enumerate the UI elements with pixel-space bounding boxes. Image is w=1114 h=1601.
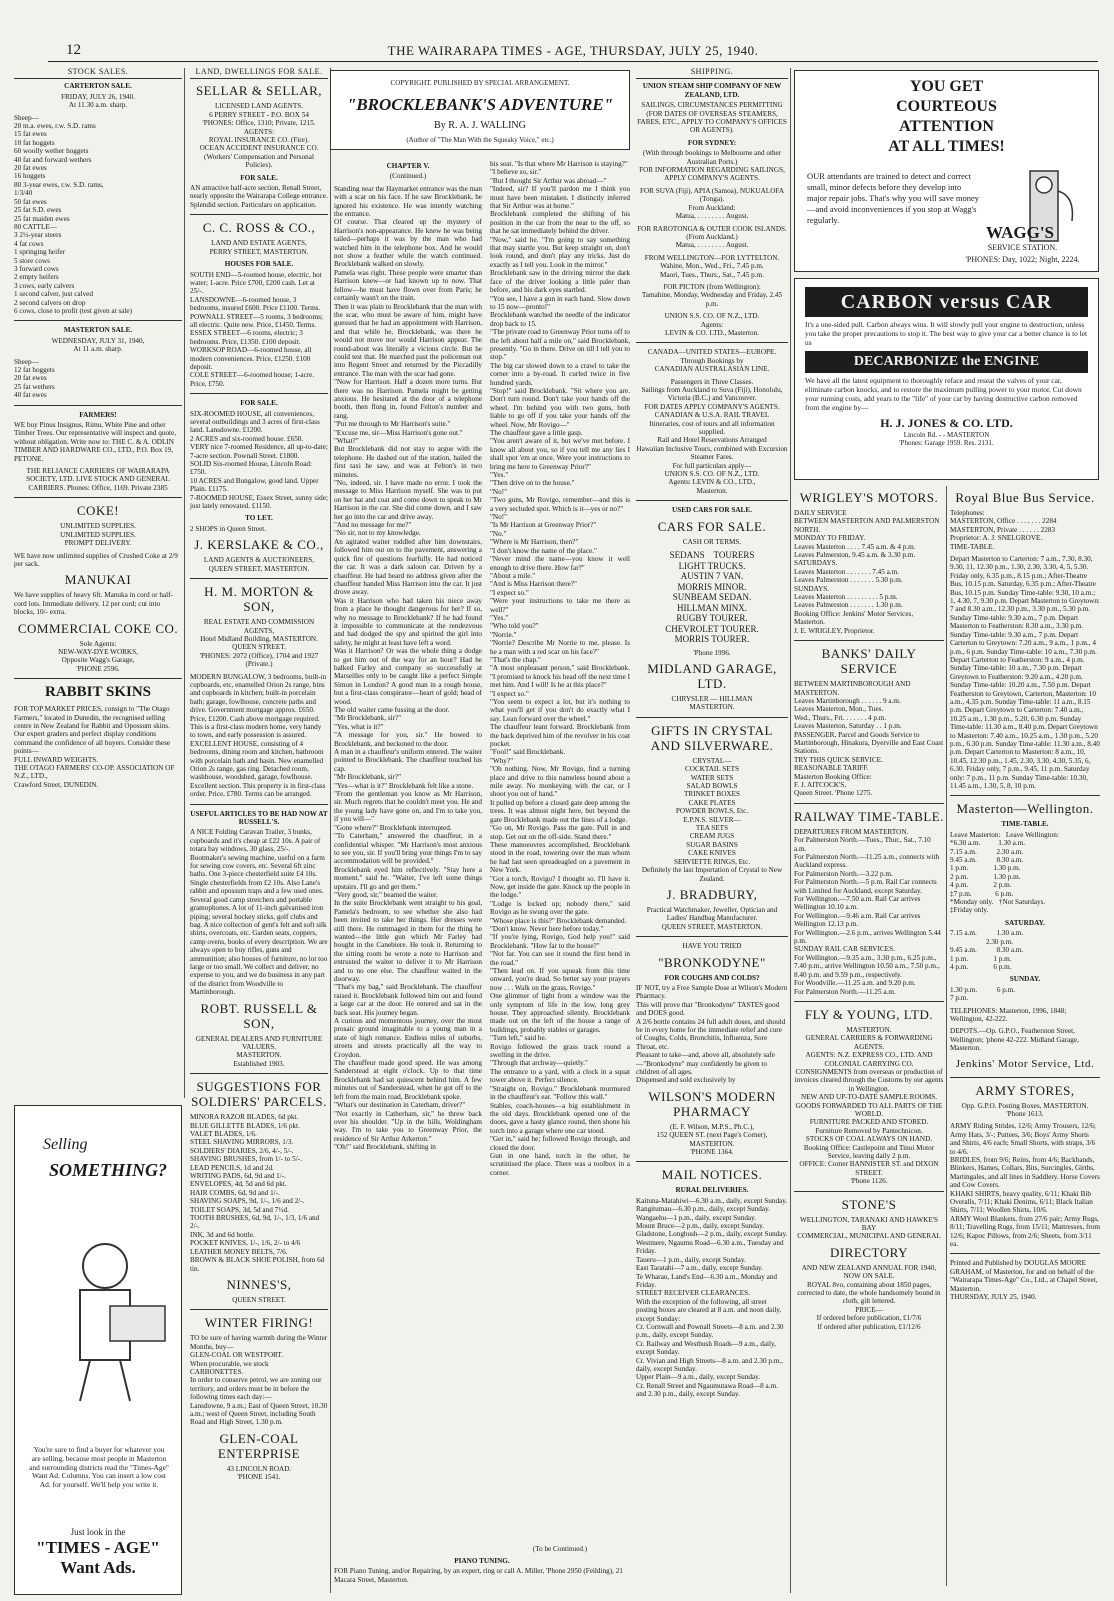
picton-text: FOR PICTON (from Wellington): Tamahine, Monday, Wednesday and Friday, 2.45 p.m. [641,282,783,308]
carterton-entries: Sheep— 20 m.a. ewes, r.w. S.D. rams 15 fat ewes 10 fat hoggets 60 woolly wether hoggets 40 fat and forward wethers 20 fat ewes 16 hoggets 80 3-year ewes, r.w. S.D. rams, 1/3/40 50 fat ewes 25 fat S.D. ewes 25 fat maiden ewes 80 CATTLE— 3 2½-year steers 4 fat cows 1 springing heifer 5 store cows 3 forward cows 2 empty heifers 3 cows, early calvers 1 second calver, just calved 2 second calvers on drop 6 cows, close to profit (test given at sale) [14,113,132,315]
wilson-heading: WILSON'S MODERN PHARMACY [648,1088,776,1119]
rarotonga-text: FOR RAROTONGA & OUTER COOK ISLANDS. (From Auckland.) Matua, . . . . . . . . August. [637,224,787,250]
houses-text: SOUTH END—5-roomed house, electric, hot water; 1-acre. Price £700, £200 cash. Let at 25/-. LANSDOWNE—6-roomed house, 3 bedrooms, insured £600. Price £1100. Terms. POWNALL STREET—5 rooms, 3 bedrooms; all electric. Quite new. Price, £1450. Terms. ESSEX STREET—6 rooms, electric; 3 bedrooms. Price, £1350. £100 deposit. WORKSOP ROAD—6-roomed house, all modern conveniences. Price, £1250. £100 deposit. COLE STREET—6-roomed house; 1-acre. Price, £750. [190,270,323,388]
cars-list: SEDANS TOURERS LIGHT TRUCKS. AUSTIN 7 VAN. MORRIS MINOR. SUNBEAM SEDAN. HILLMAN MINX. RUGBY TOURER. CHEVROLET TOURER. MORRIS TOURER. [665,550,759,645]
waggs-name: WAGG'S [985,223,1055,242]
forsale2-heading: FOR SALE. [240,399,278,408]
sydney-heading: FOR SYDNEY: [687,138,737,147]
army-items: ARMY Riding Strides, 12/6; Army Trousers, 12/6; Army Hats, 3/-; Puttees, 3/6; Boys' Army Shorts and Shirts, 4/6 each; Small Shorts, with straps, 3/6 to 4/6. BRIDLES, from 9/6; Reins, from 4/6; Backbands, Blinkers, Hames, Collars, Bits, Surcingles, Girths, Martingales, and all lines in Saddlery. Horse Covers and Cow Covers. KHAKI SHIRTS, heavy quality, 6/11; Khaki Bib Overalls, 7/11; Khaki Denims, 6/11; Black Italian Shirts, 7/11; Woollen Shirts, 10/6. ARMY Wool Blankets, from 27/6 pair; Army Rugs, 8/11; Travelling Rugs, from 15/11; Mattresses, from 12/6; Kapoc Pillows, from 2/6; Sheets, from 3/11 ea. [950,1122,1100,1249]
coke-text: WE have now unlimited supplies of Crushed Coke at 2/9 per sack. [14,551,178,568]
reliance-carriers-ad: THE RELIANCE CARRIERS OF WAIRARAPA SOCIETY, LTD. LIVE STOCK AND GENERAL CARRIERS. Phones: Office, 1169. Private 2385 [26,467,170,492]
serial-story-header [330,70,630,150]
rabbit-skins-heading: RABBIT SKINS [44,684,152,701]
railway-text: DEPARTURES FROM MASTERTON. For Palmerston North.—Tues., Thur., Sat., 7.10 a.m. For Palmerston North.—11.25 a.m., connects with Auckland express. For Palmerston North.—3.22 p.m. For Palmerston North.—5 p.m. Rail Car connects with Limited for Auckland, except Saturday. For Wellington.—7.50 a.m. Rail Car arrives Wellington 10.10 a.m. For Wellington.—9.46 a.m. Rail Car arrives Wellington 12.13 p.m. For Wellington.—2.6 p.m., arrives Wellington 5.44 p.m. SUNDAY RAIL CAR SERVICES. For Wellington.—9.35 a.m., 3.30 p.m., 6.25 p.m., 7.40 p.m., arrive Wellington 10.50 a.m., 7.50 p.m., 8.40 p.m. and 9.59 p.m., respectively. For Woodville.—11.25 a.m. and 9.20 p.m. For Palmerston North.—11.25 a.m. [794,827,941,996]
sellar-heading: SELLAR & SELLAR, [195,83,323,99]
royal-blue-text: Telephones: MASTERTON, Office . . . . . . . 2284 MASTERTON, Private . . . . . . 2283 Proprietor: A. J. SNELGROVE. TIME-TABLE. [950,509,1057,551]
coke-supplies: UNLIMITED SUPPLIES. UNLIMITED SUPPLIES. PROMPT DELIVERY. [60,522,136,548]
coke-heading: COKE! [76,503,120,519]
waggs-headline: YOU GET COURTEOUS ATTENTION AT ALL TIMES! [888,78,1005,155]
selling-text: You're sure to find a buyer for whatever you are selling, because most people in Masterton and surrounding districts read the "Times-Age" Want Ad. Columns. You can insert a low cost Ad. for yourself. We'll help you write it. [29,1445,169,1490]
piano-heading: PIANO TUNING. [454,1557,510,1565]
carterton-sale-heading: CARTERTON SALE. [64,82,132,91]
mail-heading: MAIL NOTICES. [661,1167,763,1183]
masterton-sale-heading: MASTERTON SALE. [63,326,133,335]
kerslake-text: LAND AGENTS & AUCTIONEERS, QUEEN STREET, MASTERTON. [203,556,315,573]
want-ads-label: Want Ads. [60,1558,136,1577]
sellar-forsale: FOR SALE. [240,173,278,182]
stones-heading: STONE'S [841,1196,897,1212]
suva-text: FOR SUVA (Fiji), APIA (Samoa), NUKUALOFA (Tonga). From Auckland: Matua, . . . . . . . . August. [639,186,785,221]
bradbury-text: Practical Watchmaker, Jeweller, Optician and Ladies' Handbag Manufacturer. QUEEN STREET, MASTERTON. [646,905,778,931]
winter-text: TO be sure of having warmth during the Winter Months, buy— GLEN-COAL OR WESTPORT. When procurable, we stock CARBONETTES. In order to conserve petrol, we are zoning our territory, and orders must be in before the following times each day:— Lansdowne, 9 a.m.; East of Queen Street, 10.30 a.m.; west of Queen Street, including South Road and High Street, 1.30 p.m. [190,1334,328,1427]
houses-heading: HOUSES FOR SALE. [224,260,294,269]
cars-heading: CARS FOR SALE. [657,518,767,534]
directory-text: AND NEW ZEALAND ANNUAL FOR 1940, NOW ON SALE. ROYAL 8vo, containing about 1850 pages, corrected to date, the whole handsomely bound in cloth, gilt lettered. PRICE— If ordered before publication, £1/7/6 If ordered after publication, £1/12/6 [797,1263,941,1331]
morton-text: REAL ESTATE AND COMMISSION AGENTS, Hotel Midland Building, MASTERTON. QUEEN STREET. 'PHONES: 2072 (Office), 1704 and 1927 (Private.) [199,618,319,669]
stones-text: WELLINGTON, TARANAKI AND HAWKE'S BAY COMMERCIAL, MUNICIPAL AND GENERAL [797,1215,941,1241]
cars-sub: CASH OR TERMS. [682,537,742,546]
copyright-line: COPYRIGHT. PUBLISHED BY SPECIAL ARRANGEMENT. [390,79,570,87]
army-stores-text: Opp. G.P.O. Posting Boxes, MASTERTON. 'Phone 1613. [961,1101,1089,1118]
sellar-ad: AN attractive half-acre section, Renall Street, nearly opposite the Wairarapa College entrance. Splendid section. Particulars on application. [190,184,328,209]
carterton-sale-date: FRIDAY, JULY 26, 1940. At 11.30 a.m. sharp. [60,92,136,110]
commercial-coke-text: Sole Agents: NEW-WAY-DYE WORKS, Opposite Wagg's Garage, 'PHONE 2596. [58,639,138,673]
printer-imprint: Printed and Published by DOUGLAS MOORE GRAHAM, of Masterton, for and on behalf of the "Wairarapa Times-Age" Co., Ltd., at Chapel Street, Masterton. THURSDAY, JULY 25, 1940. [950,1259,1098,1302]
canada-text: Passengers in Three Classes. Sailings from Auckland to Suva (Fiji), Honolulu, Victoria (B.C.) and Vancouver. FOR DATES APPLY COMPANY'S AGENTS. CANADIAN & U.S.A. RAIL TRAVEL Itineraries, cost of tours and all information supplied. Rail and Hotel Reservations Arranged Hawaiian Inclusive Tours, combined with Excursion Steamer Fares. For full particulars apply— UNION S.S. CO. OF N.Z., LTD. Agents: LEVIN & CO., LTD., Masterton. [636,377,788,495]
union-heading: UNION STEAM SHIP COMPANY OF NEW ZEALAND, LTD. [642,82,782,99]
wilson-text: (E. F. Wilson, M.P.S., Ph.C.), 152 QUEEN ST. (next Page's Corner), MASTERTON. 'PHONE 1364. [656,1122,768,1157]
continued-label: (Continued.) [389,172,427,181]
railway-heading: RAILWAY TIME-TABLE. [794,808,944,824]
decarbonize-banner: DECARBONIZE the ENGINE [805,351,1088,373]
royal-blue-heading: Royal Blue Bus Service. [955,490,1095,505]
want-ads-cta [15,1526,181,1578]
stock-sales-column [14,68,182,1098]
carbon-text: It's a one-sided pull. Carbon always wins. It will slowly pull your engine to destruction, unless you take the proper precautions to stop it. The best way to give your car a better chance is to let us [805,320,1088,347]
glencoal-text: 43 LINCOLN ROAD. 'PHONE 1541. [226,1464,292,1482]
cta-line: Just look in the [70,1527,126,1537]
mw-timetable-label: TIME-TABLE. [1001,820,1049,829]
tolet-heading: TO LET. [245,514,273,523]
gifts-heading: GIFTS IN CRYSTAL AND SILVERWARE. [650,722,774,753]
canada-heading: CANADA—UNITED STATES—EUROPE. Through Bookings by CANADIAN AUSTRALASIAN LINE. [647,348,777,374]
banks-heading: BANKS' DAILY SERVICE [821,646,917,677]
story-title: "BROCKLEBANK'S ADVENTURE" [346,95,614,114]
land-dwellings-column [190,68,328,1593]
useful-heading: USEFUL ARTICLES TO BE HAD NOW AT RUSSELL'S. [190,809,328,827]
morton-heading: H. M. MORTON & SON, [204,584,314,615]
farmers-text: WE buy Pinus Insignus, Rimu, White Pine and other Timber Trees. Our representative will inspect and quote, without obligation. Write now to: THE C. & A. ODLIN TIMBER AND HARDWARE CO., LTD., P.O. Box 19, PETONE. [14,421,177,463]
midland-heading: MIDLAND GARAGE, LTD. [647,661,777,691]
royal-blue-times: Depart Masterton to Carterton: 7 a.m., 7.30, 8.30, 9.30, 11, 12.30 p.m., 1.30, 2.30, 3.30, 4, 5, 5.30. Friday only, 6.35 p.m., 8.15 p.m.; After-Theatre Bus, 10.15 p.m. Saturday, 6.35 p.m.; After-Theatre Bus, 10.15 p.m. Sunday Time-table: 9.30, 10 a.m.; 1, 4.30, 7, 9.30 p.m. Depart Masterton to Greytown: 7 and 8.30 a.m., 12.30 p.m., 3.30 p.m., 5.30 p.m. Sunday Time-table: 9.30 a.m., 7 p.m. Depart Masterton to Featherston: 8.30 a.m., 3.30 p.m. Sunday Time-table: 9.30 a.m., 7 p.m. Depart Carterton to Greytown: 7.20 a.m., 9 a.m., 1 p.m., 4 p.m., 6 p.m. Sunday Time-table: 10 a.m., 7.30 p.m. Depart Carterton to Featherston: 9 a.m., 4 p.m. Sunday Time-table: 10 a.m., 7.30 p.m. Depart Greytown to Featherston: 9.20 a.m., 4.20 p.m. Sunday Time-table: 10.20 a.m., 7.50 p.m. Depart Featherston to Greytown, Carterton, Masterton: 10 a.m., 4.35 p.m. Sunday Time-table: 11 a.m., 8.15 p.m. Depart Greytown to Carterton: 7.40 a.m., 10.25 a.m., 1.30 p.m., 5.20, 6.30 p.m. Sunday Time-table: 11.30 a.m., 8.40 p.m. Depart Greytown to Masterton: 7.40 a.m., 10.25 a.m., 1.30 p.m., 5.20 p.m., 6.30 p.m. Sunday Time-table: 11.30 a.m., 8.40 p.m. Depart Carterton to Masterton: 8 a.m., 10, 10.45, 12.30 p.m., 1.45, 2.30, 3.30, 4.30, 5.35, 6, 6.30. Friday only, 7 p.m., 9.45, 11 p.m. Saturday only: 7 p.m., 11 p.m. Sunday Time-table: 10.30, 11.45 a.m., 1.30, 5, 8, 10 p.m. [950,555,1100,790]
bronkodyne-heading: "BRONKODYNE" [658,954,766,970]
shipping-header: SHIPPING. [636,68,788,79]
depots-text: DEPOTS.—Op. G.P.O., Featherston Street, Wellington; 'phone 42-222. Midland Garage, Masterton. [950,1027,1079,1053]
commercial-coke-heading: COMMERCIAL COKE CO. [17,620,179,636]
masterton-sale-date: WEDNESDAY, JULY 31, 1940, At 11 a.m. sharp. [51,336,145,354]
story-byline: By R. A. J. WALLING [434,120,526,131]
manukai-text: We have supplies of heavy 6ft. Manuka in cord or half-cord lots. Immediate delivery. 12 per cord; cut into blocks, 10/- extra. [14,591,173,617]
story-column-a [334,160,482,1580]
story-text-b: his seat. "Is that where Mr Harrison is staying?" "I believe so, sir." "But I thought Sir Arthur was abroad—" "Indeed, sir? If you'll pardon me I think you must have been mistaken. I distinctly inferred that Sir Arthur was at home." Brocklebank completed the shifting of his position in the car from the near to the off, so that he sat immediately behind the driver. "Now," said he. "I'm going to say something that may startle you. But keep straight on, don't look round, and don't play any tricks. Just do exactly as I tell you. Look in the mirror." Brocklebank saw in the driving mirror the dark face of the driver looking a little paler than before, and his dark eyes startled. "You see, I have a gun in each hand. Slow down to 15 now—pronto!" Brocklebank watched the needle of the indicator drop back to 15. "The private road to Greenway Prior turns off to the left about half a mile on," said Brocklebank, presently. "Go in there. Drive on till I tell you to stop." The big car slowed down to a crawl to take the corner into a by-road. It curled twice in five hundred yards. "Stop!" said Brocklebank. "Sit where you are. Don't turn round. Don't take your hands off the wheel. I'm behind you with two guns, both liable to go off if you take your hands off the wheel. Now, Mr Rovigo—" The chauffeur gave a little gasp. "You aren't aware of it, but we've met before. I know all about you, so if you tell me any lies I shall spot 'em at once. Were your instructions to bring me here to Greenway Prior?" "Yes." "Then drive on to the house." "No!" "Two guns, Mr Rovigo, remember—and this is a very secluded spot. Which is it—yes or no?" "No!" "Is Mr Harrison at Greenway Prior?" "No." "Where is Mr Harrison, then?" "I don't know the name of the place." "Never mind the name—you know it well enough to drive there. How far?" "About a mile." "And is Miss Harrison there?" "I expect so." "Were your instructions to take me there as well?" "Yes." "Who told you?" "Norrie." "Norrie? Describe Mr Norrie to me, please. Is he a man with a red scar on his face?" "That's the chap." "A most unpleasant person," said Brocklebank. "I promised to knock his head off the next time I met him. And I will! Is he at this place?" "I expect so." "You seem to expect a lot, but it's nothing to what you'll get if you don't do exactly what I say. Lean forward over the wheel." The chauffeur leant forward. Brocklebank from the back deprived him of the revolver in his coat pocket. "Fool!" said Brocklebank. "Why?" "Oh nothing. Now, Mr Rovigo, find a turning place and drive to this nameless hound about a mile away. No monkeying with the car, or I shoot you out of hand." It pulled up before a closed gate deep among the trees. It was almost night here, but beyond the gate Brocklebank made out the lines of a lodge. "Go on, Mr Rovigo. Pass the gate. Pull in and stop. Get out on the off-side. Stand there." These manoeuvres accomplished, Brocklebank stood in the road, towering over the man whom he had last seen spreadeagled on a pavement in New York. "Got a torch, Rovigo? I thought so. I'll have it. Now, get inside the gate. Knock up the people in the lodge." "Lodge is locked up; nobody there," said Rovigo as he swung over the gate. "Whose place is this?" Brocklebank demanded. "Don't know. Never here before today." "If you're lying, Rovigo, God help you!" said Brocklebank. "How far to the house?" "Not far. You can see it round the first bend in the road." "Then lead on. If you squeak from this time onward, you're dead. So better say your prayers now . . . Walk on the grass, Rovigo." One glimmer of light from a window was the only symptom of life in the low, long grey house. They approached silently. Brocklebank made out on the left of the house a range of buildings, probably stables or garages. "Turn left," said he. Rovigo followed the grass track round a swelling in the drive. "Through that archway—quietly." The entrance to a yard, with a clock in a squat tower above it. Perfect silence. "Straight on, Rovigo." Brocklebank murmured in the chauffeur's ear. "Follow this wall." Stables, coach-houses—a big establishment in the old days. Brocklebank opened one of the doors, gave a hasty glance round, then shone his torch into a garage where one car stood. "Get in," said he; followed Rovigo through, and closed the door. Gun in one hand, torch in the other, he scrutinised the place. There was a toolbox in a corner. [490,160,630,1177]
page-number: 12 [66,42,81,58]
russell-heading: ROBT. RUSSELL & SON, [200,1000,318,1031]
piano-tuning-ad [334,1555,630,1584]
kerslake-heading: J. KERSLAKE & CO., [194,537,324,553]
times-age-name: "TIMES - AGE" [36,1538,160,1557]
bronko-text: IF NOT, try a Free Sample Dose at Wilson's Modern Pharmacy. This will prove that "Bronkodyne" TASTES good and DOES good. A 2/6 bottle contains 24 full adult doses, and should be in every home for the immediate relief and cure of Coughs, Colds, Bronchitis, Influenza, Sore Throat, etc. Pleasant to take—and, above all, absolutely safe—"Bronkodyne" may confidently be given to children of all ages. Dispensed and sold exclusively by [636,983,788,1085]
suggestions-heading: SUGGESTIONS FOR SOLDIERS' PARCELS. [191,1079,327,1110]
waggs-ad [794,70,1099,272]
chapter-heading: CHAPTER V. [386,162,430,170]
banks-text: BETWEEN MARTINBOROUGH AND MASTERTON. Leaves Martinborough . . . . . . 9 a.m. Leaves Masterton, Mon., Tues. Wed., Thurs., Fri. . . . . . . 4 p.m. Leaves Masterton, Saturday . . 1 p.m. PASSENGER, Parcel and Goods Service to Martinborough, Hinakura, Dyerville and East Coast Stations. TRY THIS QUICK SERVICE. REASONABLE TARIFF. Masterton Booking Office: F. J. AITCOCK'S, Queen Street. 'Phone 1275. [794,680,944,798]
shipping-column [636,68,788,1593]
bus-column [950,486,1100,1586]
glencoal-heading: GLEN-COAL ENTERPRISE [217,1430,301,1461]
wrigley-heading: WRIGLEY'S MOTORS. [799,490,939,505]
farmers-heading: FARMERS! [79,410,117,419]
newsboy-illustration [25,1226,175,1406]
to-be-continued: (To be Continued.) [532,1545,588,1553]
piano-text: FOR Piano Tuning, and/or Repairing, by an expert, ring or call A. Miller, 'Phone 2950 (Feilding), 21 Macara Street, Masterton. [334,1567,623,1584]
mw-text: Leave Masterton: Leave Wellington: *6.30 a.m. 1.30 a.m. 7.15 a.m. 2.30 a.m. 9.45 a.m. 8.30 a.m. 1 p.m. 1.30 p.m. 2 p.m. 1.30 p.m. 4 p.m. 2 p.m. ‡7 p.m. 6 p.m. *Monday only. †Not Saturdays. ‡Friday only. [950,830,1059,915]
ross-heading: C. C. ROSS & CO., [202,220,316,236]
forsale2-text: SIX-ROOMED HOUSE, all conveniences, several outbuildings and 3 acres of first-class land. Lansdowne. £1200. 2 ACRES and six-roomed house. £650. VERY nice 7-roomed Residence, all up-to-date; 7-acre section. Pownall Street. £1800. SOLID Six-roomed House, Lincoln Road: £750. 10 ACRES and Bungalow, good land. Upper Plain. £1175. 7-ROOMED HOUSE, Essex Street, sunny side; just lately renovated. £1150. [190,409,328,511]
sellar-text: LICENSED LAND AGENTS. 6 PERRY STREET - P.O. BOX 54 'PHONES: Office, 1310; Private, 1215. AGENTS: ROYAL INSURANCE CO. (Fire). OCEAN ACCIDENT INSURANCE CO. (Workers' Compensation and Personal Policies). [199,102,319,170]
sunday-label: SUNDAY. [1009,975,1041,984]
mail-text: Kaituna-Matahiwi—6.30 a.m., daily, except Sunday. Rangitumau—6.30 p.m., daily, except Sunday. Wangaehu—1 p.m., daily, except Sunday. Mount Bruce—2 p.m., daily, except Sunday. Gladstone, Longbush—2 p.m., daily, except Sunday. Westmere, Ngaumu Road—6.30 a.m., Tuesday and Friday. Taueru—1 p.m., daily, except Sunday. East Taratahi—7 a.m., daily, except Sunday. Te Wharau, Land's End—6.30 a.m., Monday and Friday. STREET RECEIVER CLEARANCES. With the exception of the following, all street posting boxes are cleared at 8 a.m. and noon daily, except Sunday: Cr. Cornwall and Pownall Streets—8 a.m. and 2.30 p.m., daily, except Sunday. Cr. Railway and Westbush Roads—9 a.m., daily, except Sunday. Cr. Vivian and High Streets—8 a.m. and 2.30 p.m., daily, except Sunday. Upper Plain—9 a.m., daily, except Sunday. Cr. Renall Street and Ngaumutawa Road—8 a.m. and 2.30 p.m., daily, except Sunday. [636,1196,788,1399]
jones-name: H. J. JONES & CO. LTD. [880,415,1013,430]
union-text: SAILINGS, CIRCUMSTANCES PERMITTING (FOR DATES OF OVERSEAS STEAMERS, FARES, ETC., APPLY TO COMPANY'S OFFICES OR AGENTS). [637,101,787,135]
jenkins-heading: Jenkins' Motor Service, Ltd. [955,1057,1095,1070]
carbon-versus-car-ad [794,278,1099,480]
russell-text: GENERAL DEALERS AND FURNITURE VALUERS. MASTERTON. Established 1903. [195,1034,323,1068]
ninnes-text: QUEEN STREET. [232,1295,286,1304]
bronko-question: HAVE YOU TRIED [682,942,742,951]
ninnes-heading: NINNES'S, [226,1276,292,1292]
army-stores-heading: ARMY STORES, [975,1082,1075,1098]
selling-something-ad [14,1105,182,1595]
lyttelton-text: FROM WELLINGTON—FOR LYTTELTON. Wahine, Mon., Wed., Fri., 7.45 p.m. Maori, Tues., Thurs., Sat., 7.45 p.m. [644,253,780,279]
saturday-label: SATURDAY. [1005,918,1045,927]
masterton-entries: Sheep— 12 fat hoggets 20 fat ewes 25 fat wethers 40 fat ewes [14,357,55,400]
waggs-service: SERVICE STATION. [987,243,1058,252]
suggestions-text: MINORA RAZOR BLADES, 6d pkt. BLUE GILLETTE BLADES, 1/6 pkt. VALET BLADES, 1/6. STEEL SHAVING MIRRORS, 1/3. SOLDIERS' DIARIES, 2/6, 4/-, 5/-. SHAVING BRUSHES, from 1/- to 5/-. LEAD PENCILS, 1d and 2d. WRITING PADS, 6d, 9d and 1/-. ENVELOPES, 4d, 5d and 6d pkt. HAIR COMBS, 6d, 9d and 1/-. SHAVING SOAPS, 9d, 1/-, 1/6 and 2/-. TOILET SOAPS, 3d, 5d and 7½d. TOOTH BRUSHES, 6d, 9d, 1/-, 1/3, 1/6 and 2/-. INK, 3d and 6d bottle. POCKET KNIVES, 1/-, 1/6, 2/- to 4/6 LEATHER MONEY BELTS, 7/6. BROWN & BLACK SHOE POLISH, from 6d tin. [190,1113,325,1273]
carbon-text-2: We have all the latest equipment to thoroughly reface and reseat the valves of your car, eliminate carbon knocks, and to restore the maximum pulling power to your motor. Cut down your running costs, add years to the "life" of your car by having destructive carbon removed from the engine by— [805,376,1082,412]
sydney-text: (With through bookings to Melbourne and other Australian Ports.) FOR INFORMATION REGARDING SAILINGS, APPLY COMPANY'S AGENTS. [639,149,785,183]
bronko-sub: FOR COUGHS AND COLDS? [664,973,760,982]
ross-text: LAND AND ESTATE AGENTS, PERRY STREET, MASTERTON. [209,239,309,256]
manukai-heading: MANUKAI [64,572,132,588]
newspaper-title: THE WAIRARAPA TIMES - AGE, THURSDAY, JULY 25, 1940. [387,43,759,58]
used-cars-heading: USED CARS FOR SALE. [672,506,752,515]
gifts-text: CRYSTAL— COCKTAIL SETS WATER SETS SALAD BOWLS TRINKET BOXES CAKE PLATES POWDER BOWLS, Etc. E.P.N.S. SILVER— TEA SETS CREAM JUGS SUGAR BASINS CAKE KNIVES SERVIETTE RINGS, Etc. Definitely the last Importation of Crystal to New Zealand. [641,756,783,883]
author-note: (Author of "The Man With the Squeaky Voice," etc.) [406,136,554,144]
story-column-b [490,160,630,1540]
wrigley-text: DAILY SERVICE BETWEEN MASTERTON AND PALMERSTON NORTH. MONDAY TO FRIDAY. Leaves Masterton . . . . 7.45 a.m. & 4 p.m. Leaves Palmerston, 9.45 a.m. & 3.30 p.m. SATURDAYS. Leaves Masterton . . . . . . . 7.45 a.m. Leaves Palmerston . . . . . . . 5.30 p.m. SUNDAYS. Leaves Masterton . . . . . . . . . 5 p.m. Leaves Palmerston . . . . . . . 1.30 p.m. Booking Office: Jenkins' Motor Services, Masterton. J. E. WRIGLEY, Proprietor. [794,509,940,635]
tolet-text: 2 SHOPS in Queen Street. [190,524,267,533]
story-text-a: Standing near the Haymarket entrance was the man with a scar on his face. If he saw Brocklebank, he ignored his existence. He was intently watching the entrance. Of course. That cleared up the mystery of Harrison's non-appearance. He knew he was being tailed—perhaps it was by the man who had watched him in the telephone box. And he would not show a feather while the watch continued. Brocklebank walked on slowly. Pamela was right. These people were smarter than Harrison knew—or had known up to now. That fellow—he must have flown over from Paris; he certainly wasn't on the train. Then it was plain to Brocklebank that the man with the scar, who must be aware of him, might have guessed that he had an appointment with Harrison, and that while he, Brocklebank, was there he would not move nor would Harrison appear. The round-about was literally a vicious circle. But he could test that. He marched past the policeman out into Regent Street and returned by the Piccadilly entrance. The man with the scar had gone. "Now for Harrison. Half a dozen more turns. But there was no Harrison. Pamela might be getting anxious. He hesitated at the door of a telephone booth, then flung in, found Felton's number and rang. "Put me through to Mr Harrison's suite." "Excuse me, sir—Miss Harrison's gone out." "What?" But Brocklebank did not stay to argue with the telephone. He dashed out of the station, hailed the first taxi he saw, and was at Felton's in two minutes. "No, indeed, sir. I have made no error. I took the message to Miss Harrison myself. She was to put on her hat and coat and come down to speak to Mr Harrison in the car. She did come down, and I saw her go into the car and drive away. "And no message for me?" "No sir, not to my knowledge. An agitated waiter toddled after him downstairs, followed him out on to the pavement, answering a quick fire of questions fearfully. He had noticed the car. It was a dark saloon car. Driven by a chauffeur. He had heard no address given after the chauffeur handed Miss Harrison into the car. It just drove away. Was it Harrison who had taken his niece away from a place he thought dangerous for her? If so, why no message to Brocklebank? If he had found it impossible to communicate at the rendezvous and had dodged the spy and spirited the girl into safety, he might at least have left a word. Was it Harrison? Or was the whole thing a dodge to get him out of the way for an hour? Had he balked Farley and company so successfully at Marseilles only to be caught like a perfect Simple Simon in London? A good man in a rough house, but a first-class conspirator—heart of gold; head of wood. The old waiter came fussing at the door. "Mr Brocklebank, sir?" "Yes, what is it?" "A message for you, sir." He bowed to Brocklebank, and beckoned to the door. A man in a chauffeur's uniform entered. The waiter pointed to Brocklebank. The chauffeur touched his cap. "Mr Brocklebank, sir?" "Yes—what is it?" Brocklebank felt like a stone. "From the gentleman you know as Mr Harrison, sir. Much regrets that he couldn't meet you. He and the young lady have gone on, and I'm to take you, if you will—" "Gone where?" Brocklebank interrupted. "To Caterham," answered the chauffeur, in a confidential whisper. "Mr Harrison's most anxious to see you, sir. If you'll bring your things I'm to say accommodation will be provided." Brocklebank eyed him reflectively. "Stay here a moment," said he. "Waiter, I've left some things upstairs. I'll go and get them." "Very good, sir," beamed the waiter. In the suite Brocklebank went straight to his goal, Pamela's bedroom, to see whether she also had been invited to take her things. Her dresses were still there. He rummaged in them for the thing he wanted—the little gun which Mr Farley had bought in the Canebiere. He took it. Returning to the sitting room he wrote a note to Harrison and entrusted the waiter to deliver it to Mr Harrison and to no one else. The chauffeur waited in the doorway. "That's my bag," said Brocklebank. The chauffeur raised it. Brocklebank followed him out and found a large car at the door. He entered and sat in the back seat. His journey began. A curious and momentous journey, over the most prosaic ground imaginable to a young man in a state of high romance. Endless miles of suburbs, streets and streets practically all the way to Croydon. The chauffeur made good speed. He was among Sanderstead at eight o'clock. Up to that time Brocklebank had sat quiescent behind him. A few minutes out of Sanderstead, when he got off to the left from the main road, Brocklebank spoke. "What's our destination in Caterham, driver?" "Not exactly in Catherham, sir," he threw back over his shoulder. "Up in the hills, Woldingham way. I'm to take you to Greenway Prior, the residence of Sir Arthur Arkerton." "Oh!" said Brocklebank, shifting in [334,184,482,1152]
waggs-phones: 'PHONES: Day, 1022; Night, 2224. [965,255,1080,264]
fly-young-heading: FLY & YOUNG, LTD. [804,1006,934,1022]
masthead [48,40,1098,62]
story-end [490,1545,630,1553]
fly-young-text: MASTERTON. GENERAL CARRIERS & FORWARDING AGENTS. AGENTS: N.Z. EXPRESS CO., LTD. AND COLONIAL CARRYING CO. CONSIGNMENTS from overseas or production of invoices cleared through the Customs by our agents in Wellington. NEW AND UP-TO-DATE SAMPLE ROOMS. GOODS FORWARDED TO ALL PARTS OF THE WORLD. FURNITURE PACKED AND STORED. Furniture Removed by Pantechnicon. STOCKS OF COAL ALWAYS ON HAND. Booking Office: Castlepoint and Tinui Motor Service, leaving daily 2 p.m. OFFICE: Corner BANNISTER ST. and DIXON STREET. 'Phone 1126. [794,1025,944,1186]
winter-heading: WINTER FIRING! [204,1315,314,1331]
transport-column [794,486,944,1586]
cars-phone: 'Phone 1996. [693,648,731,657]
midland-text: CHRYSLER — HILLMAN MASTERTON. [671,695,753,712]
masterton-wellington-heading: Masterton—Wellington. [956,801,1094,817]
sunday-text: 1.30 p.m. 6 p.m. 7 p.m. [950,985,1016,1003]
land-header: LAND, DWELLINGS FOR SALE. [190,68,328,79]
useful-text: A NICE Folding Caravan Trailer, 3 bunks, cupboards and it's cheap at £22 10s. A pair of totara bay windows, 30 glass, 25/-. Bootmaker's sewing machine, useful on a farm for sewing cow covers, etc. Several 6ft zinc baths. One 3-piece chesterfield suite £4 10s. Single chesterfields from £2 10s. Also Lane's rabbit and opossum traps and a few used ones. Several good camp stretchers and portable gramophones. A lot of 11-inch galvanised iron piping; several hockey sticks, golf clubs and bag. A nice collection of gent's felt and soft silk shirts, overcoats, etc. Garden seats, coppers, camp ovens, books of every description. We are always open to buy rifles, guns and ammunition; also houses of furniture, no lot too large or too small. We collect and deliver, no expense to you, and we do business in any part of the district from Woodville to Martinborough. [190,828,328,997]
directory-heading: DIRECTORY [830,1244,908,1260]
stock-sales-header: STOCK SALES. [14,68,182,79]
saturday-text: 7.15 a.m. 1.30 a.m. 2.30 p.m. 9.45 a.m. 8.30 a.m. 1 p.m. 1 p.m. 4 p.m. 6 p.m. [950,929,1024,971]
jones-address: Lincoln Rd. - - MASTERTON 'Phones: Garage 1959. Res. 2131. [899,430,994,447]
bradbury-heading: J. BRADBURY, [666,886,758,902]
union-agents: UNION S.S. CO. OF N.Z., LTD. Agents: LEVIN & CO. LTD., Masterton. [664,312,760,337]
telephones-text: TELEPHONES: Masterton, 1996, 1848; Wellington, 42-222. [950,1006,1067,1023]
selling-word: Selling [43,1136,88,1153]
something-word: SOMETHING? [49,1160,168,1180]
rabbit-skins-text: FOR TOP MARKET PRICES, consign to "The Otago Farmers," located in Dunedin, the recognised selling centre in New Zealand for Rabbit and Opossum skins. Our expert graders and perfect display conditions command the confidence of all buyers. Consider these points— FULL INWARD WEIGHTS. THE OTAGO FARMERS' CO-OP. ASSOCIATION OF N.Z., LTD., Crawford Street, DUNEDIN. [14,705,175,789]
waggs-text: OUR attendants are trained to detect and correct small, minor defects before they develop into major repair jobs. That's why you will save money—and avoid inconveniences if you stop at Wagg's regularly. [807,171,980,225]
morton-ad: MODERN BUNGALOW, 3 bedrooms, built-in cupboards, etc, enamelled Orion 2s range, bins and cupboards in kitchen; built-in porcelain bath; garage, fowlhouse, concrete paths and drive. Government mortgage approx. £650. Price, £1200. Cash above mortgage required. This is a first-class modern home, very handy to town, and early possession is assured. EXCELLENT HOUSE, consisting of 4 bedrooms, dining room and kitchen, bathroom with porcelain bath and basin. New enamelled Orion 2s range, gas ring. Detached room, washhouse, woodshed, garage, fowlhouse. Excellent section. This property is in first-class order. Price, £780. Terms can be arranged. [190,672,327,799]
carbon-title: CARBON versus CAR [805,287,1088,317]
mail-sub: RURAL DELIVERIES. [675,1186,749,1195]
